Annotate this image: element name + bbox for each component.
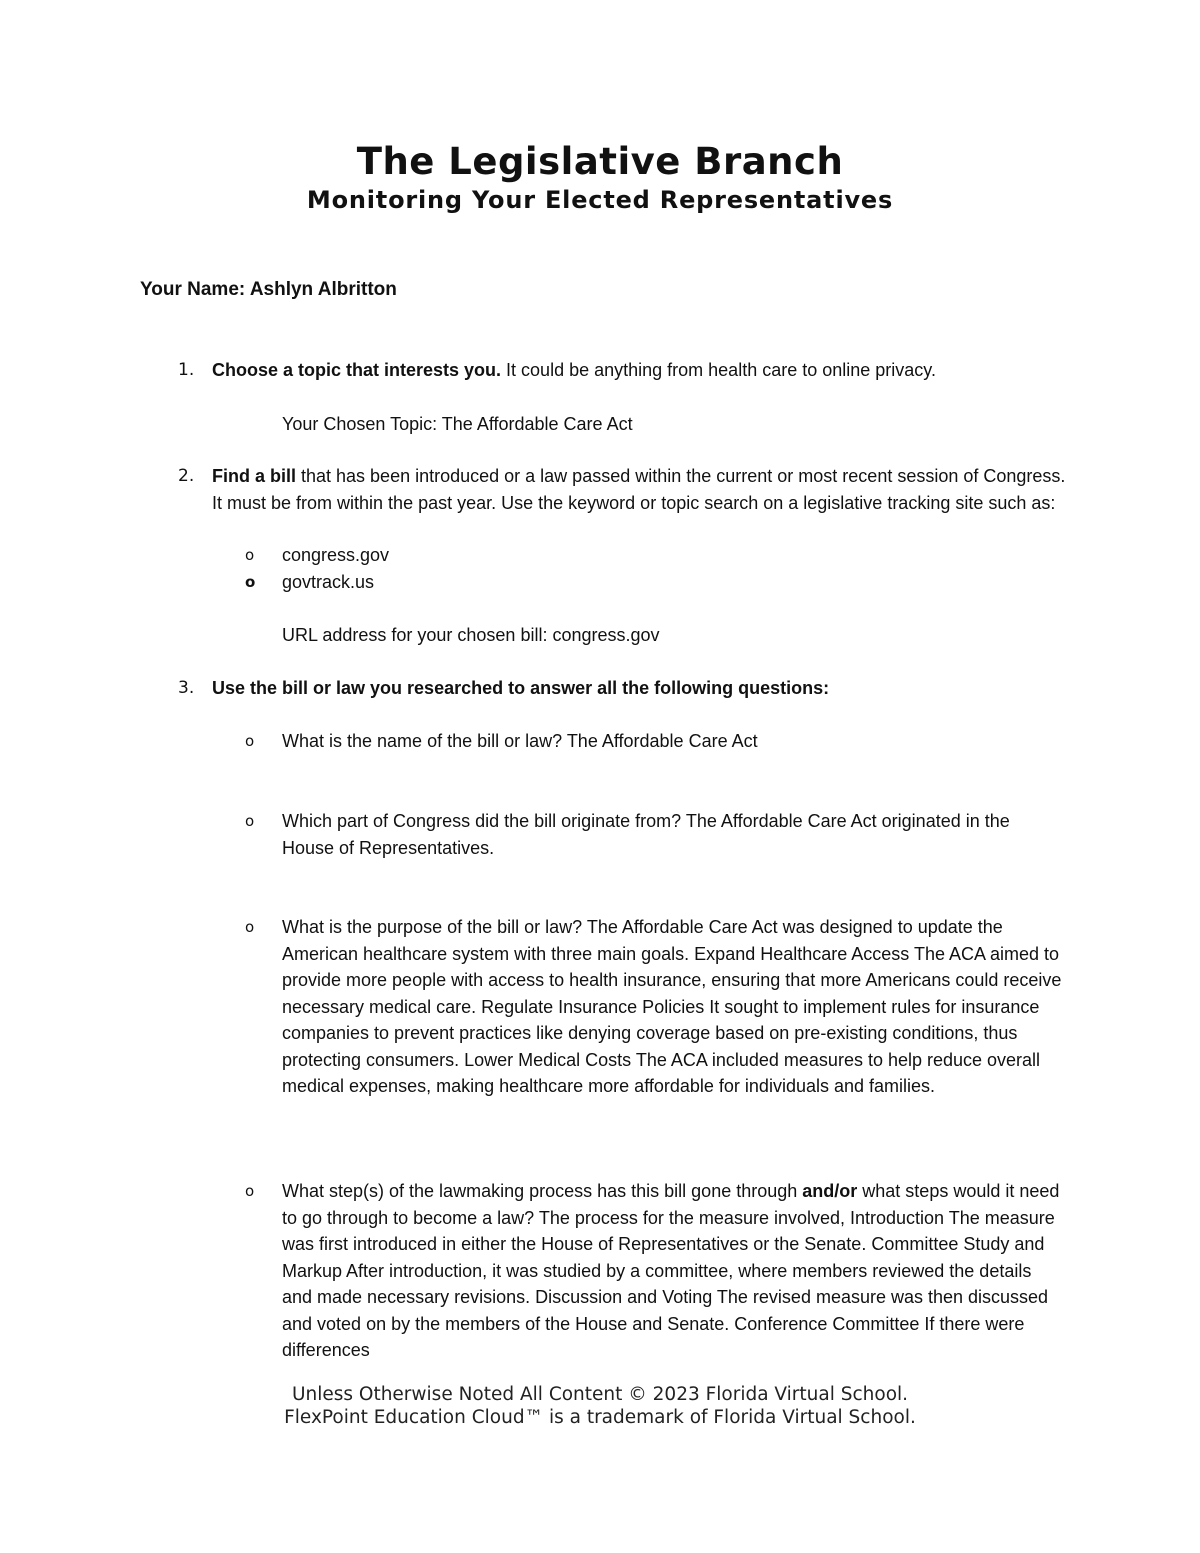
item-bold-text: Find a bill [212,466,296,486]
list-item-3 [140,675,1070,702]
document-subtitle: Monitoring Your Elected Representatives [306,186,894,214]
question-text: what steps would it need to go through to become a law? [282,1181,1060,1228]
item-text [212,675,1072,702]
question-text: Which part of Congress did the bill originate from? [282,811,682,831]
item-bold-text: Use the bill or law you researched to answer all the following questions: [212,678,830,698]
bullet-icon: o [245,918,255,936]
footer-trademark: FlexPoint Education Cloud™ is a trademark of Florida Virtual School. [284,1407,916,1428]
site-link-govtrack[interactable]: govtrack.us [282,572,375,592]
answer-value: The Affordable Care Act [441,414,633,434]
bullet-icon: o [245,573,256,591]
name-value: Ashlyn Albritton [249,279,397,300]
bullet-icon: o [245,812,255,830]
item-number: 2. [178,466,195,486]
answer-text: The Affordable Care Act [562,731,758,751]
question-bill-origin [282,808,1062,861]
item-number: 1. [178,360,195,380]
question-bill-name [282,728,1062,755]
answer-text: The Affordable Care Act originated in the House of Representatives. [282,811,1010,858]
item-text [212,463,1072,516]
question-text: What is the purpose of the bill or law? [282,917,583,937]
item-body-text: that has been introduced or a law passed within the current or most recent session of Congress. It must be from within the past year. Use the keyword or topic search on a legislative tracking site such as: [212,466,1066,513]
chosen-topic-answer [282,411,1062,438]
item-number: 3. [178,678,195,698]
item-body-text: It could be anything from health care to online privacy. [501,360,936,380]
question-text: What is the name of the bill or law? [282,731,563,751]
list-item-2 [140,463,1070,543]
item-text [212,357,1072,384]
bullet-icon: o [245,546,255,564]
name-label: Your Name: [140,279,250,300]
site-link-congress[interactable]: congress.gov [282,545,390,565]
list-item-1 [140,357,1070,384]
question-lawmaking-steps [282,1178,1062,1364]
question-bold-text: and/or [802,1181,858,1201]
bill-url-answer [282,622,1062,649]
bullet-icon: o [245,1182,255,1200]
question-bill-purpose [282,914,1062,1100]
answer-text: The process for the measure involved, Introduction The measure was first introduced in either the House of Representatives or the Senate. Committee Study and Markup After introduction, it was studied by a committee, where members reviewed the details and made necessary revisions. Discussion and Voting The revised measure was then discussed and voted on by the members of the House and Senate. Conference Committee If there were differences [282,1207,1055,1360]
answer-text: The Affordable Care Act was designed to update the American healthcare system with three main goals. Expand Healthcare Access The ACA aimed to provide more people with access to health insurance, ensuring that more Americans could receive necessary medical care. Regulate Insurance Policies It sought to implement rules for insurance companies to prevent practices like denying coverage based on pre-existing conditions, thus protecting consumers. Lower Medical Costs The ACA included measures to help reduce overall medical expenses, making healthcare more affordable for individuals and families. [282,917,1062,1096]
item-bold-text: Choose a topic that interests you. [212,360,502,380]
page-footer [0,1383,1200,1429]
question-text: What step(s) of the lawmaking process has this bill gone through [282,1181,803,1201]
answer-label: URL address for your chosen bill: [282,625,553,645]
document-title: The Legislative Branch [356,140,844,183]
bullet-icon: o [245,732,255,750]
student-name-line [140,279,397,301]
answer-value: congress.gov [552,625,660,645]
footer-copyright: Unless Otherwise Noted All Content © 2023 Florida Virtual School. [291,1384,909,1405]
answer-label: Your Chosen Topic: [282,414,442,434]
